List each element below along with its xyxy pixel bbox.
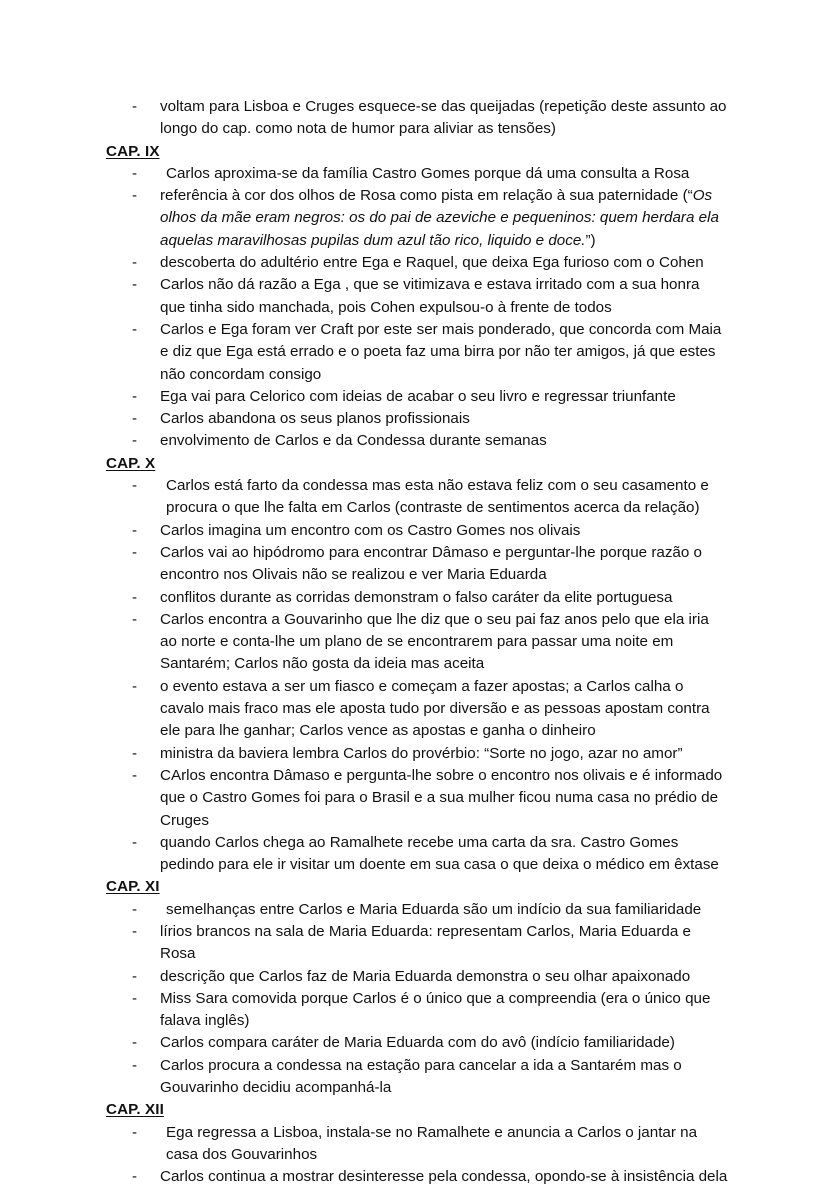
- bullet-dash-marker: -: [132, 543, 138, 561]
- bullet-dash-marker: -: [132, 254, 138, 272]
- bullet-dash-marker: -: [132, 900, 138, 918]
- bullet-list-item: [106, 1055, 728, 1100]
- bullet-text-run: Carlos continua a mostrar desinteresse pela condessa, opondo-se à insistência dela: [160, 1168, 728, 1186]
- leading-bullet-list: [106, 96, 728, 141]
- bullet-dash-marker: -: [132, 967, 138, 985]
- bullet-list-item: [106, 542, 728, 587]
- chapter-heading: CAP. XII: [106, 1101, 164, 1119]
- bullet-text-run: ”): [585, 231, 596, 249]
- bullet-text-run: semelhanças entre Carlos e Maria Eduarda são um indício da sua familiaridade: [166, 900, 702, 918]
- bullet-list-item: [106, 921, 728, 966]
- bullet-dash-marker: -: [132, 1034, 138, 1052]
- bullet-dash-marker: -: [132, 833, 138, 851]
- bullet-dash-marker: -: [132, 164, 138, 182]
- bullet-list-item: [106, 319, 728, 386]
- bullet-text-run: CArlos encontra Dâmaso e pergunta-lhe sobre o encontro nos olivais e é informado que o Castro Gomes foi para o Brasil e a sua mulher ficou numa casa no prédio de Cruges: [160, 766, 723, 829]
- bullet-dash-marker: -: [132, 744, 138, 762]
- bullet-list-item: [106, 765, 728, 832]
- bullet-list-item: [106, 252, 728, 274]
- bullet-dash-marker: -: [132, 477, 138, 495]
- bullet-list-item: [106, 966, 728, 988]
- bullet-list-item: [106, 274, 728, 319]
- bullet-text-run: envolvimento de Carlos e da Condessa durante semanas: [160, 432, 547, 450]
- bullet-dash-marker: -: [132, 521, 138, 539]
- bullet-text-run: Carlos abandona os seus planos profissionais: [160, 410, 470, 428]
- bullet-dash-marker: -: [132, 432, 138, 450]
- chapter-section-cap-xi: [106, 876, 728, 1099]
- chapter-heading: CAP. X: [106, 454, 156, 472]
- bullet-list-item: [106, 185, 728, 252]
- bullet-text-run: Carlos imagina um encontro com os Castro Gomes nos olivais: [160, 521, 581, 539]
- bullet-list-item: [106, 587, 728, 609]
- bullet-list-item: [106, 1166, 728, 1188]
- bullet-dash-marker: -: [132, 989, 138, 1007]
- bullet-list: [106, 899, 728, 1100]
- bullet-dash-marker: -: [132, 410, 138, 428]
- bullet-text-run: Carlos não dá razão a Ega , que se vitimizava e estava irritado com a sua honra que tinha sido manchada, pois Cohen expulsou-o à frente de todos: [160, 276, 700, 316]
- chapter-heading-row: [106, 1099, 728, 1121]
- quoted-italic-text: Os olhos da mãe eram negros: os do pai de azeviche e pequeninos: quem herdara ela aquelas maravilhosas pupilas dum azul tão rico, liquido e doce.: [160, 187, 719, 249]
- bullet-dash-marker: -: [132, 276, 138, 294]
- bullet-text-run: Carlos aproxima-se da família Castro Gomes porque dá uma consulta a Rosa: [166, 164, 690, 182]
- bullet-list-item: [106, 430, 728, 452]
- bullet-list-item: [106, 386, 728, 408]
- bullet-text-run: Carlos procura a condessa na estação para cancelar a ida a Santarém mas o Gouvarinho decidiu acompanhá-la: [160, 1056, 682, 1097]
- bullet-list-item: [106, 520, 728, 542]
- bullet-text-run: Miss Sara comovida porque Carlos é o único que a compreendia (era o único que falava inglês): [160, 989, 711, 1030]
- bullet-text-run: Ega regressa a Lisboa, instala-se no Ramalhete e anuncia a Carlos o jantar na casa dos Gouvarinhos: [166, 1123, 698, 1163]
- bullet-list-item: [106, 96, 728, 141]
- bullet-list: [106, 475, 728, 876]
- bullet-text-run: lírios brancos na sala de Maria Eduarda: representam Carlos, Maria Eduarda e Rosa: [160, 922, 691, 963]
- bullet-text-run: descrição que Carlos faz de Maria Eduarda demonstra o seu olhar apaixonado: [160, 967, 691, 985]
- bullet-list-item: [106, 609, 728, 676]
- chapter-heading: CAP. XI: [106, 878, 160, 896]
- bullet-text-run: Carlos está farto da condessa mas esta não estava feliz com o seu casamento e procura o que lhe falta em Carlos (contraste de sentimentos acerca da relação): [166, 477, 709, 517]
- bullet-list-item: [106, 475, 728, 520]
- bullet-text-run: quando Carlos chega ao Ramalhete recebe uma carta da sra. Castro Gomes pedindo para ele ir visitar um doente em sua casa o que deixa o médico em êxtase: [160, 833, 719, 874]
- bullet-text-run: Carlos vai ao hipódromo para encontrar Dâmaso e perguntar-lhe porque razão o encontro nos Olivais não se realizou e ver Maria Eduarda: [160, 543, 702, 584]
- bullet-dash-marker: -: [132, 320, 138, 338]
- bullet-text-run: Carlos compara caráter de Maria Eduarda com do avô (indício familiaridade): [160, 1034, 675, 1052]
- bullet-list-item: [106, 408, 728, 430]
- bullet-list-item: [106, 988, 728, 1033]
- bullet-text-run: Ega vai para Celorico com ideias de acabar o seu livro e regressar triunfante: [160, 387, 676, 405]
- bullet-text-run: conflitos durante as corridas demonstram o falso caráter da elite portuguesa: [160, 588, 673, 606]
- bullet-dash-marker: -: [132, 187, 138, 205]
- bullet-dash-marker: -: [132, 1123, 138, 1141]
- bullet-list-item: [106, 676, 728, 743]
- bullet-text-run: Carlos e Ega foram ver Craft por este ser mais ponderado, que concorda com Maia e diz que Ega está errado e o poeta faz uma birra por não ter amigos, já que estes não concordam consigo: [160, 320, 722, 383]
- bullet-list-item: [106, 1122, 728, 1167]
- chapter-heading-row: [106, 141, 728, 163]
- bullet-text-run: descoberta do adultério entre Ega e Raquel, que deixa Ega furioso com o Cohen: [160, 254, 704, 272]
- bullet-list: [106, 163, 728, 453]
- bullet-text-run: voltam para Lisboa e Cruges esquece-se das queijadas (repetição deste assunto ao longo do cap. como nota de humor para aliviar as tensões): [160, 98, 727, 138]
- bullet-list-item: [106, 899, 728, 921]
- bullet-dash-marker: -: [132, 766, 138, 784]
- bullet-dash-marker: -: [132, 922, 138, 940]
- bullet-dash-marker: -: [132, 1056, 138, 1074]
- chapter-heading: CAP. IX: [106, 142, 160, 160]
- document-body: [106, 96, 728, 1189]
- bullet-list-item: [106, 743, 728, 765]
- bullet-dash-marker: -: [132, 610, 138, 628]
- chapter-section-cap-ix: [106, 141, 728, 453]
- bullet-list-item: [106, 1032, 728, 1054]
- chapter-section-cap-xii: [106, 1099, 728, 1188]
- bullet-dash-marker: -: [132, 98, 138, 115]
- bullet-text-run: ministra da baviera lembra Carlos do provérbio: “Sorte no jogo, azar no amor”: [160, 744, 683, 762]
- bullet-dash-marker: -: [132, 387, 138, 405]
- bullet-text-run: referência à cor dos olhos de Rosa como pista em relação à sua paternidade (“: [160, 187, 693, 205]
- bullet-list-item: [106, 163, 728, 185]
- chapter-heading-row: [106, 453, 728, 475]
- bullet-text-run: Carlos encontra a Gouvarinho que lhe diz que o seu pai faz anos pelo que ela iria ao norte e conta-lhe um plano de se encontrarem para passar uma noite em Santarém; Carlos não gosta da ideia mas aceita: [160, 610, 709, 673]
- bullet-dash-marker: -: [132, 1168, 138, 1186]
- bullet-dash-marker: -: [132, 677, 138, 695]
- chapter-sections: [106, 141, 728, 1189]
- chapter-section-cap-x: [106, 453, 728, 877]
- bullet-text-run: o evento estava a ser um fiasco e começam a fazer apostas; a Carlos calha o cavalo mais fraco mas ele aposta tudo por diversão e as pessoas apostam contra ele para lhe ganhar; Carlos vence as apostas e ganha o dinheiro: [160, 677, 710, 740]
- bullet-dash-marker: -: [132, 588, 138, 606]
- chapter-heading-row: [106, 876, 728, 898]
- bullet-list: [106, 1122, 728, 1189]
- bullet-list-item: [106, 832, 728, 877]
